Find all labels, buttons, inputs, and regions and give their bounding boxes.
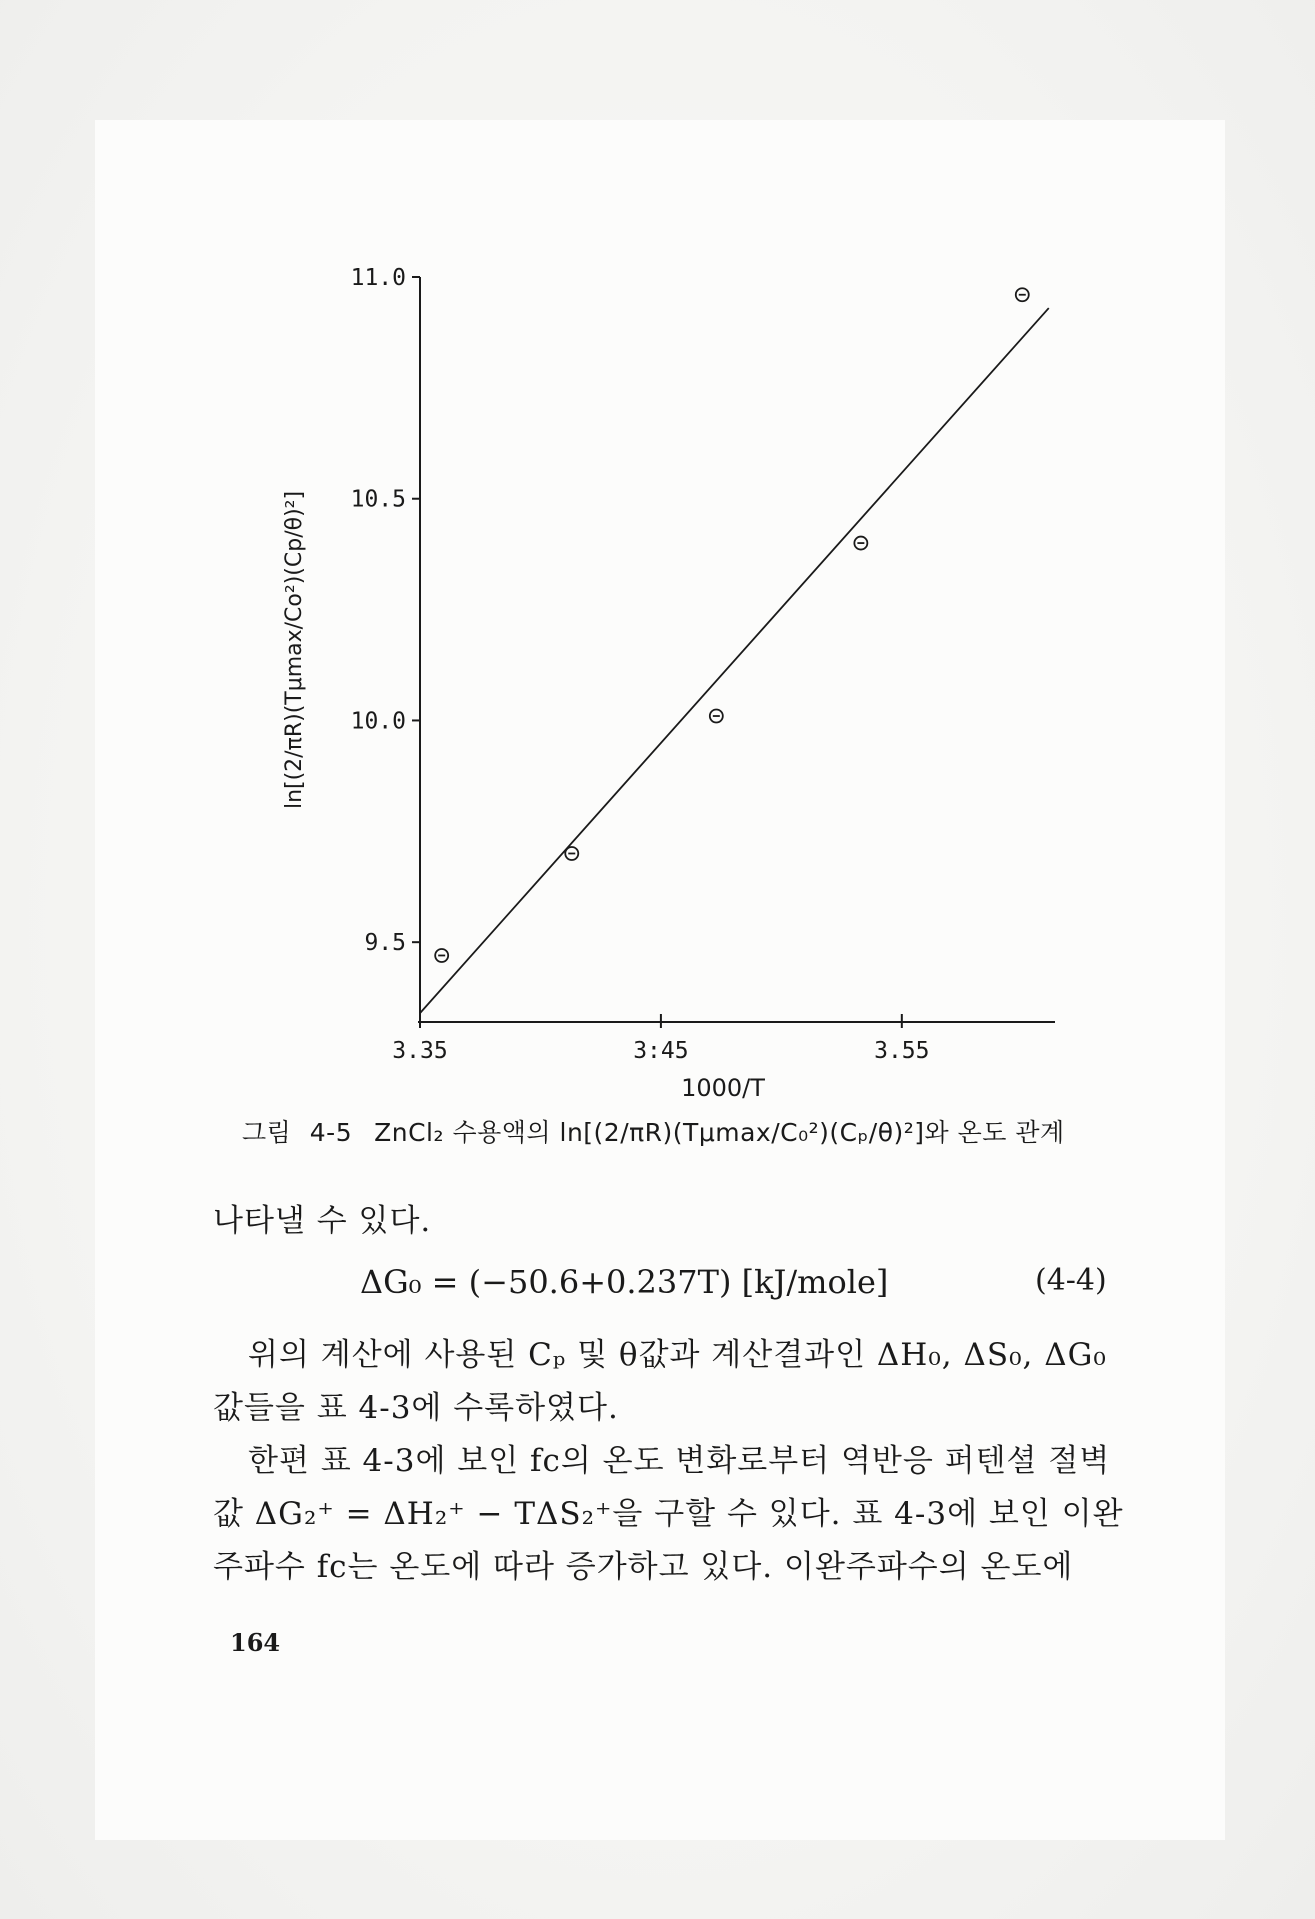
y-tick-label: 10.0 [350,708,406,735]
caption-text: ZnCl₂ 수용액의 ln[(2/πR)(Tμmax/C₀²)(Cₚ/θ)²]와 온도 관계 [374,1118,1065,1147]
data-point [854,537,867,550]
y-ticks [351,265,420,956]
equation-4-4: ΔG₀ = (−50.6+0.237T) [kJ/mole] [360,1263,889,1301]
paragraph-2-line-2: 값들을 표 4-3에 수록하였다. [213,1390,619,1426]
x-tick-label: 3:45 [633,1038,689,1064]
y-tick-label: 10.5 [350,486,406,513]
data-point [565,847,578,860]
paragraph-3-line-2: 값 ΔG₂⁺ = ΔH₂⁺ − TΔS₂⁺을 구할 수 있다. 표 4-3에 보인 이완 [213,1496,1124,1532]
y-tick-label: 9.5 [364,930,406,957]
y-axis-label: ln[(2/πR)(Tμmax/Co²)(Cp/θ)²] [282,490,307,810]
equation-number: (4-4) [1035,1263,1107,1298]
y-tick-label: 11.0 [350,265,406,291]
x-axis-label: 1000/T [681,1074,765,1102]
caption-number: 4-5 [309,1118,353,1147]
fit-line-group [420,308,1049,1013]
paragraph-3-line-1: 한편 표 4-3에 보인 fc의 온도 변화로부터 역반응 퍼텐셜 절벽 [248,1443,1111,1479]
fit-line [420,308,1049,1013]
paragraph-3-line-3: 주파수 fc는 온도에 따라 증가하고 있다. 이완주파수의 온도에 [213,1549,1074,1585]
data-points [435,288,1029,962]
figure-caption [242,1113,1122,1149]
page-number: 164 [230,1628,281,1657]
x-tick-label: 3.55 [874,1038,930,1064]
paragraph-2-line-1: 위의 계산에 사용된 Cₚ 및 θ값과 계산결과인 ΔH₀, ΔS₀, ΔG₀ [248,1337,1107,1373]
body-line-1: 나타낼 수 있다. [213,1203,432,1239]
x-tick-label: 3.35 [392,1038,448,1064]
data-point [435,949,448,962]
data-point [1016,288,1029,301]
caption-label: 그림 [242,1118,292,1147]
data-point [710,710,723,723]
